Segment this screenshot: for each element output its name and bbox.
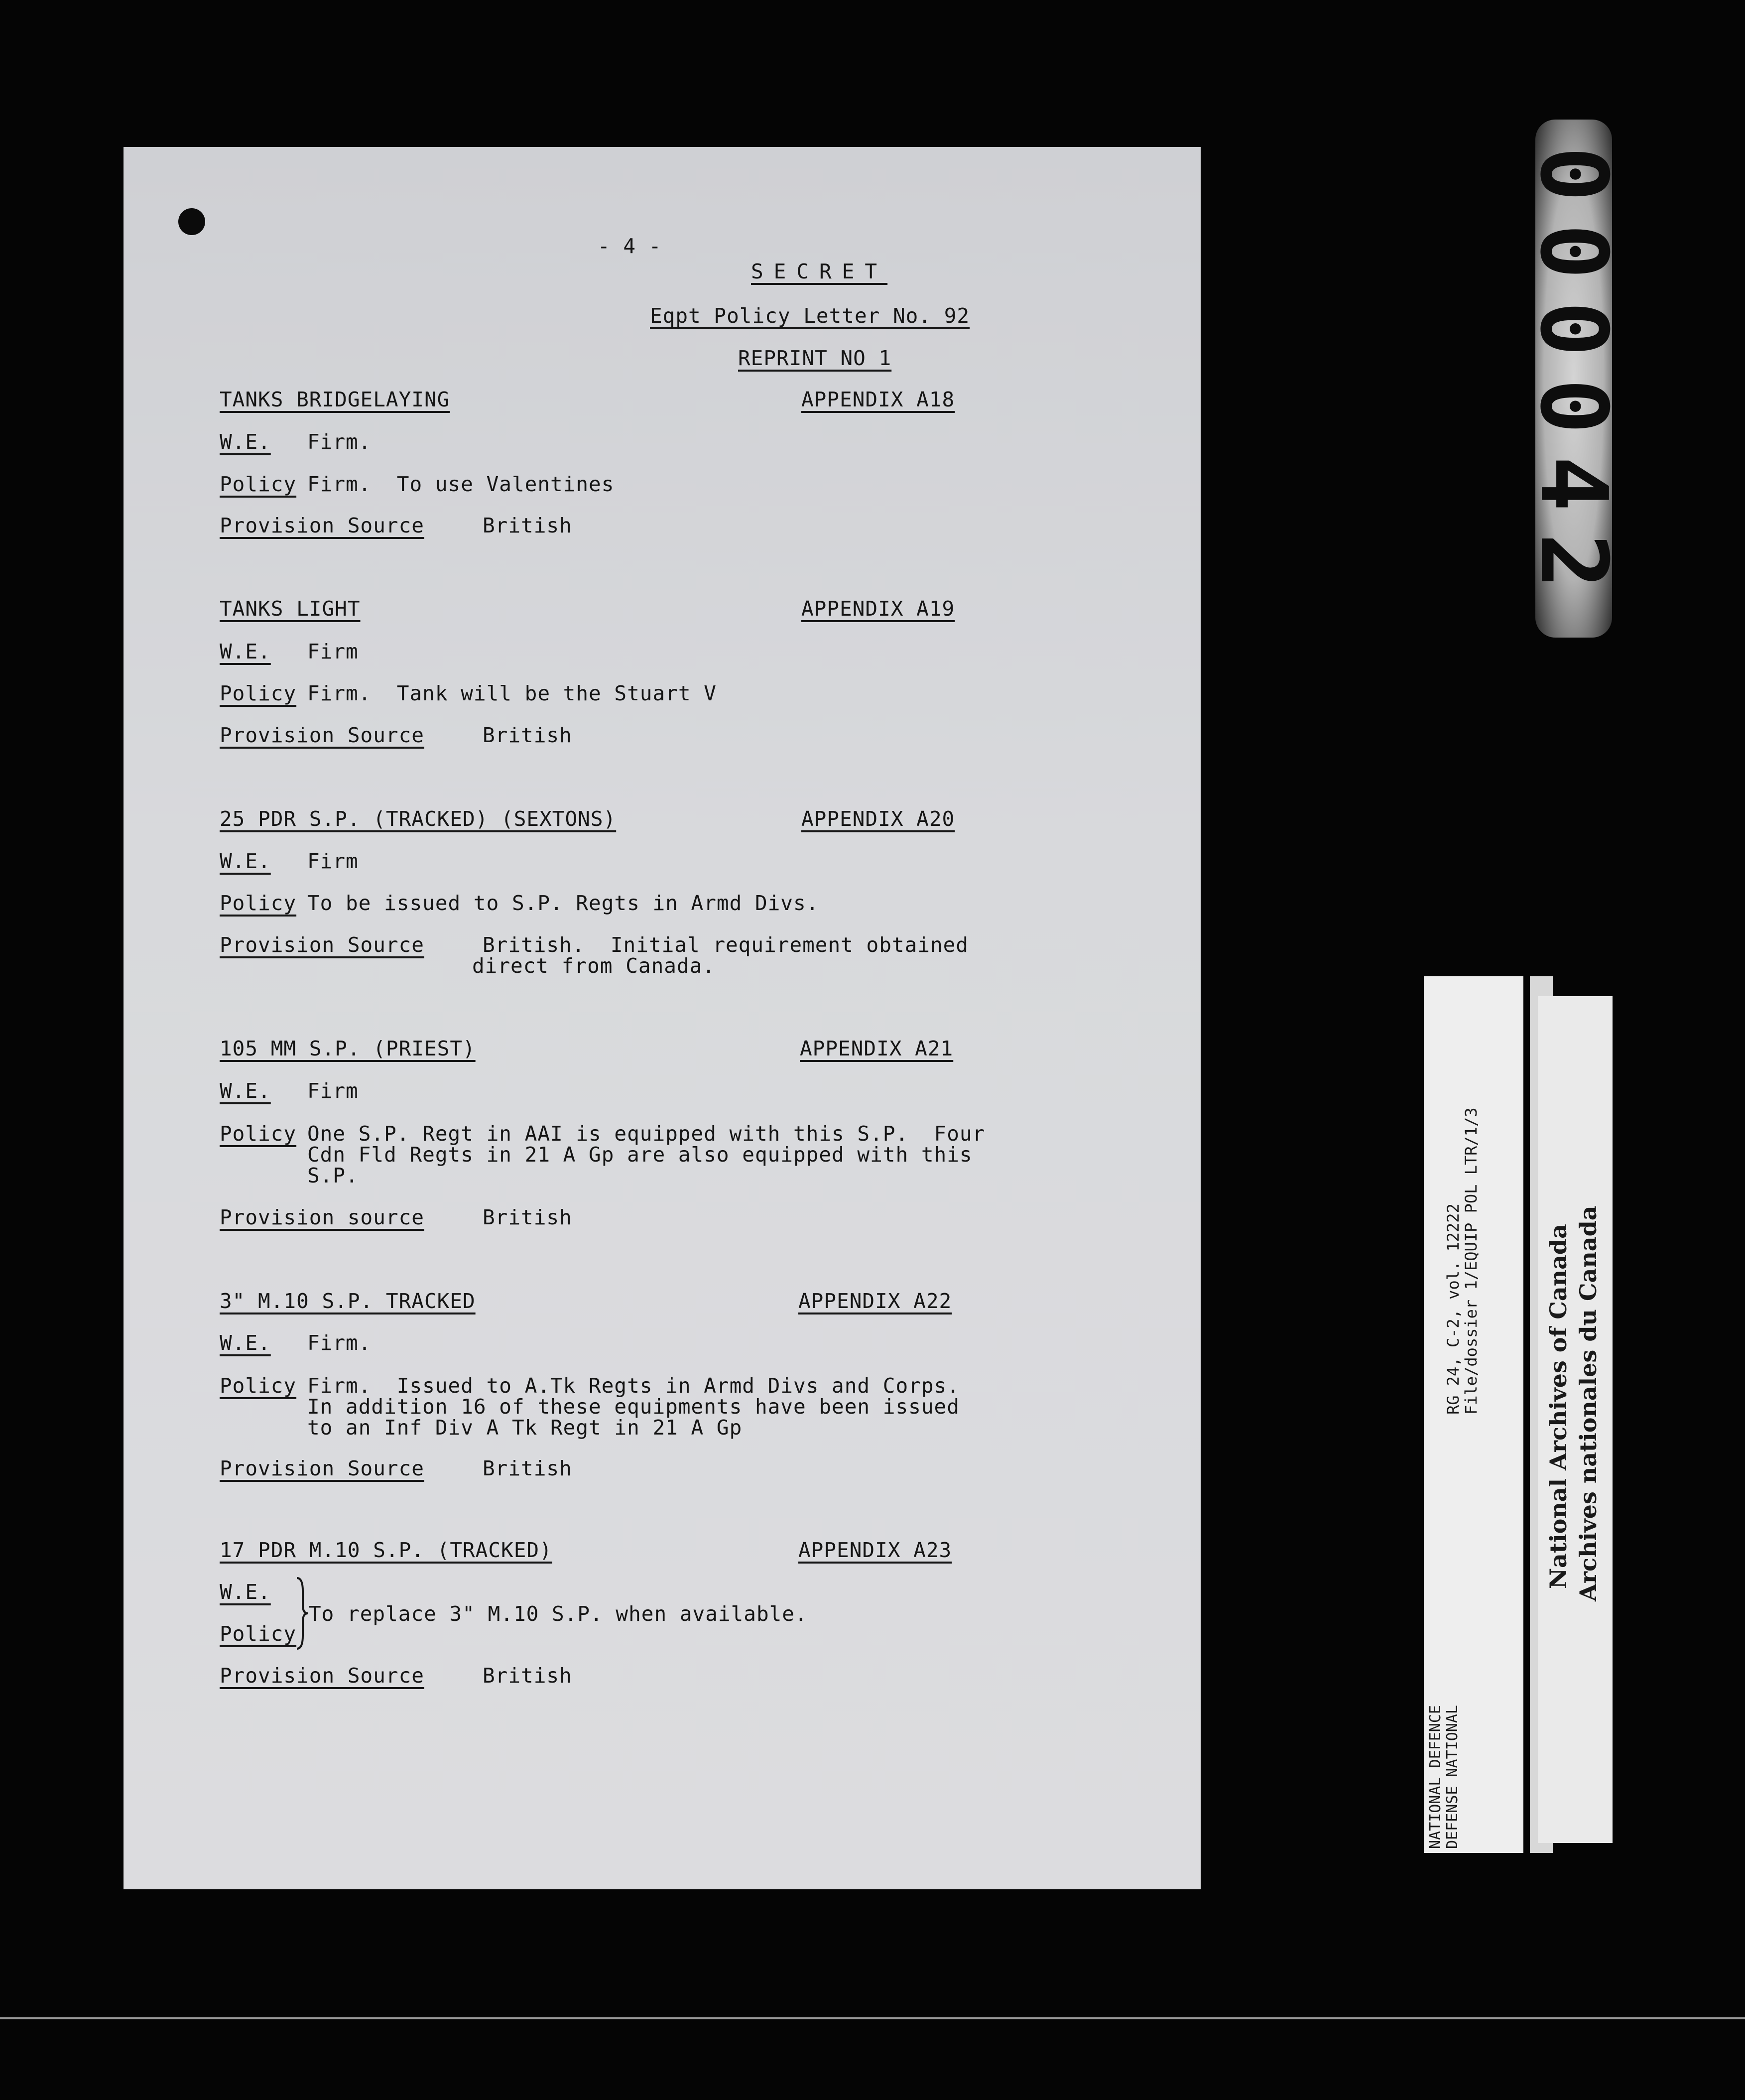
provision-source-label: Provision Source — [220, 1456, 424, 1480]
brace-icon — [294, 1576, 310, 1651]
archive-reference-line1: RG 24, C-2, vol. 12222 — [1444, 1203, 1463, 1415]
we-label: W.E. — [220, 1079, 271, 1103]
policy-label: Policy — [220, 891, 297, 915]
national-archives-french: Archives nationales du Canada — [1575, 1205, 1602, 1601]
section-title: 105 MM S.P. (PRIEST) — [220, 1037, 476, 1060]
policy-value: Cdn Fld Regts in 21 A Gp are also equipped with this — [307, 1143, 973, 1167]
policy-value: Firm. Tank will be the Stuart V — [307, 681, 717, 705]
provision-source-label: Provision Source — [220, 933, 424, 957]
file-number: 000042 — [1520, 146, 1627, 611]
classification-heading: SECRET — [751, 260, 888, 283]
policy-label: Policy — [220, 1622, 297, 1646]
provision-source-label: Provision source — [220, 1205, 424, 1229]
letter-reference: Eqpt Policy Letter No. 92 — [650, 304, 970, 328]
we-label: W.E. — [220, 640, 271, 663]
policy-value: To be issued to S.P. Regts in Armd Divs. — [307, 891, 819, 915]
section-title: TANKS BRIDGELAYING — [220, 388, 450, 411]
we-label: W.E. — [220, 1331, 271, 1355]
policy-label: Policy — [220, 681, 297, 705]
section-appendix: APPENDIX A20 — [801, 807, 955, 831]
national-defence-line2: DEFENSE NATIONAL — [1444, 1705, 1461, 1849]
policy-value: S.P. — [307, 1164, 359, 1187]
policy-value: Firm. To use Valentines — [307, 472, 615, 496]
policy-label: Policy — [220, 1374, 297, 1398]
policy-value: One S.P. Regt in AAI is equipped with this S.P. Four — [307, 1122, 986, 1146]
section-appendix: APPENDIX A19 — [801, 597, 955, 621]
file-number-strip — [1520, 120, 1627, 638]
section-title: 17 PDR M.10 S.P. (TRACKED) — [220, 1538, 552, 1562]
section-appendix: APPENDIX A22 — [798, 1289, 952, 1313]
reprint-number: REPRINT NO 1 — [738, 346, 892, 370]
we-label: W.E. — [220, 1580, 271, 1604]
page-number: - 4 - — [598, 234, 662, 258]
provision-source-value: British — [483, 1456, 572, 1480]
policy-label: Policy — [220, 1122, 297, 1146]
section-appendix: APPENDIX A21 — [800, 1037, 954, 1060]
we-value: Firm — [307, 849, 359, 873]
provision-source-label: Provision Source — [220, 514, 424, 537]
we-value: Firm. — [307, 430, 372, 454]
provision-source-value: British — [483, 1205, 572, 1229]
section-title: 25 PDR S.P. (TRACKED) (SEXTONS) — [220, 807, 617, 831]
national-defence-line1: NATIONAL DEFENCE — [1427, 1705, 1444, 1849]
policy-value: to an Inf Div A Tk Regt in 21 A Gp — [307, 1416, 743, 1440]
provision-source-value: British — [483, 1664, 572, 1688]
we-value: Firm. — [307, 1331, 372, 1355]
section-appendix: APPENDIX A23 — [798, 1538, 952, 1562]
we-value: Firm — [307, 640, 359, 663]
provision-source-label: Provision Source — [220, 723, 424, 747]
we-label: W.E. — [220, 849, 271, 873]
policy-value: Firm. Issued to A.Tk Regts in Armd Divs and Corps. — [307, 1374, 960, 1398]
we-label: W.E. — [220, 430, 271, 454]
provision-source-value: British — [483, 514, 572, 537]
provision-source-value: British. Initial requirement obtained — [483, 933, 969, 957]
we-value: Firm — [307, 1079, 359, 1103]
section-title: TANKS LIGHT — [220, 597, 361, 621]
policy-label: Policy — [220, 472, 297, 496]
we-policy-value: To replace 3" M.10 S.P. when available. — [309, 1602, 808, 1626]
scan-bottom-rule — [0, 2017, 1745, 2019]
provision-source-label: Provision Source — [220, 1664, 424, 1688]
policy-value: In addition 16 of these equipments have been issued — [307, 1395, 960, 1419]
national-archives-english: National Archives of Canada — [1545, 1224, 1572, 1589]
provision-source-value: British — [483, 723, 572, 747]
provision-source-value: direct from Canada. — [472, 954, 715, 978]
section-title: 3" M.10 S.P. TRACKED — [220, 1289, 476, 1313]
section-appendix: APPENDIX A18 — [801, 388, 955, 411]
archive-reference-line2: File/dossier 1/EQUIP POL LTR/1/3 — [1462, 1107, 1481, 1415]
